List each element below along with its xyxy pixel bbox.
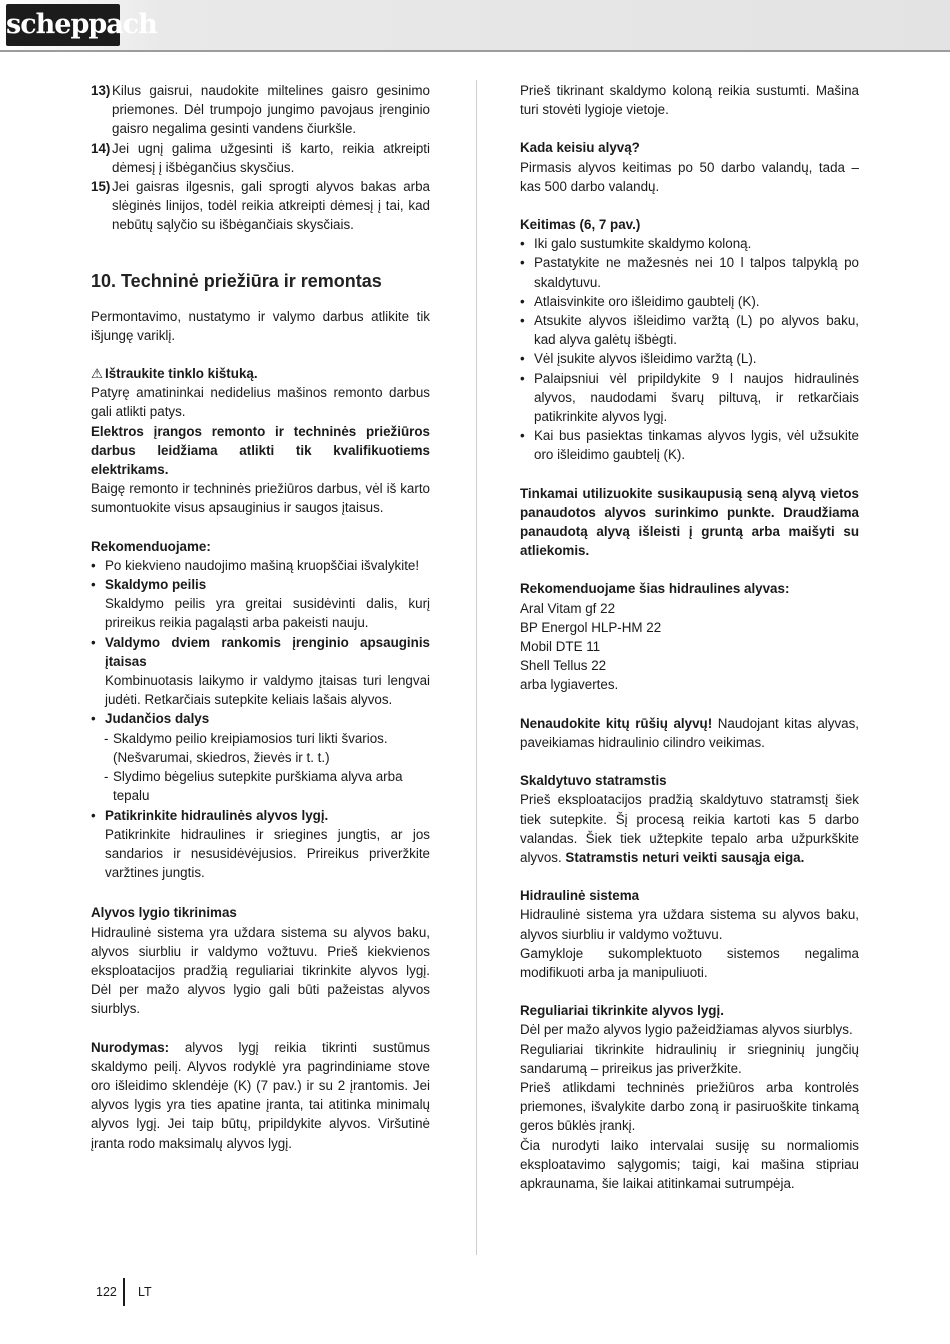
recommended-oils-title: Rekomenduojame šias hidraulines alyvas:	[520, 581, 790, 597]
oil-item: Aral Vitam gf 22	[520, 600, 616, 616]
warning-icon: ⚠	[91, 366, 104, 382]
list-item: • Kai bus pasiektas tinkamas alyvos lygis, vėl užsukite oro išleidimo gaubtelį (K).	[520, 428, 859, 463]
right-column	[520, 81, 859, 1193]
regular-check-text: Dėl per mažo alyvos lygio pažeidžiamas alyvos siurblys.	[520, 1022, 853, 1038]
unplug-warning-text: Patyrę amatininkai nedidelius mašinos remonto darbus gali atlikti patys.	[91, 385, 430, 420]
list-item: • Vėl įsukite alyvos išleidimo varžtą (L).	[520, 351, 757, 367]
item-number: 13)	[91, 83, 111, 98]
list-item-check-oil: • Patikrinkite hidraulinės alyvos lygį. Patikrinkite hidraulines ir sriegines jungtis, ar jos sandarios ir nesusidėvėjusios. Prireikus priveržkite varžtines jungtis.	[91, 807, 430, 881]
list-item-two-hand: • Valdymo dviem rankomis įrenginio apsauginis įtaisas Kombinuotasis laikymo ir valdymo įtaisas turi lengvai judėti. Retkarčiais sutepkite keliais lašais alyvos.	[91, 634, 430, 708]
dash-item: - Skaldymo peilio kreipiamosios turi likti švarios. (Nešvarumai, skiedros, žievės ir t. t.)	[104, 730, 388, 765]
list-item: • Iki galo sustumkite skaldymo koloną.	[520, 236, 752, 252]
list-item: • Atsukite alyvos išleidimo varžtą (L) po alyvos baku, kad alyva galėtų išbėgti.	[520, 313, 859, 348]
item-text: Jei gaisras ilgesnis, gali sprogti alyvos bakas arba slėginės linijos, todėl reikia atkreipti dėmesį į tai, kad nebūtų sąlyčio su išbėgančiais skysčiais.	[112, 179, 430, 233]
list-item: • Atlaisvinkite oro išleidimo gaubtelį (K).	[520, 293, 760, 309]
change-title: Keitimas (6, 7 pav.)	[520, 217, 641, 233]
after-repair-text: Baigę remonto ir techninės priežiūros darbus, vėl iš karto sumontuokite visus apsauginius ir saugos įtaisus.	[91, 481, 430, 516]
list-item: • Palaipsniui vėl pripildykite 9 l naujos hidraulinės alyvos, naudodami švarų piltuvą, ir retkarčiais patikrinkite alyvos lygį.	[520, 370, 859, 425]
when-change-title: Kada keisiu alyvą?	[520, 140, 640, 156]
regular-check-title: Reguliariai tikrinkite alyvos lygį.	[520, 1003, 724, 1019]
item-text: Kilus gaisrui, naudokite miltelines gaisro gesinimo priemones. Dėl trumpojo jungimo pavojaus įrenginio gaisro negalima gesinti vandens čiurkšle.	[112, 83, 430, 137]
oil-item: arba lygiavertes.	[520, 677, 619, 693]
hydraulic-system-title: Hidraulinė sistema	[520, 888, 640, 904]
maintenance-intro: Permontavimo, nustatymo ir valymo darbus atlikite tik išjungę variklį.	[91, 308, 430, 343]
hydraulic-system-text-2: Gamykloje sukomplektuoto sistemos negalima modifikuoti arba ja manipuliuoti.	[520, 945, 859, 980]
column-divider	[476, 80, 477, 1255]
footer-divider	[123, 1278, 125, 1306]
brand-logo: scheppach	[6, 4, 120, 46]
unplug-warning-title: ⚠ Ištraukite tinklo kištuką.	[91, 364, 430, 383]
oil-level-title: Alyvos lygio tikrinimas	[91, 905, 237, 921]
oil-item: BP Energol HLP-HM 22	[520, 619, 662, 635]
other-oils-warning: Nenaudokite kitų rūšių alyvų! Naudojant kitas alyvas, paveikiamas hidraulinio cilindro veikimas.	[520, 715, 860, 750]
note-paragraph: Nurodymas: alyvos lygį reikia tikrinti sustūmus skaldymo peilį. Alyvos rodyklė yra pagrindiniame stove oro išleidimo sklendėje (K) (7 pav.) ir su 2 įrantomis. Jei alyvos lygis yra ties apatine įranta, tai atitinka minimalų alyvos lygį. Jei taip būtų, pripildykite alyvos. Viršutinė įranta rodo maksimalų alyvos lygį.	[91, 1039, 430, 1151]
page-header	[0, 0, 950, 52]
disposal-notice: Tinkamai utilizuokite susikaupusią seną alyvą vietos panaudotos alyvos surinkimo punkte. Draudžiama panaudotą alyvą išleisti į gruntą arba maišyti su atliekomis.	[520, 485, 859, 559]
regular-check-text: Reguliariai tikrinkite hidraulinių ir sriegninių jungčių sandarumą – prireikus jas priveržkite.	[520, 1041, 859, 1076]
regular-check-text: Prieš atlikdami techninės priežiūros arba kontrolės priemones, išvalykite darbo zoną ir pasiruoškite tinkamą geros būklės įrankį.	[520, 1079, 859, 1134]
hydraulic-system-text: Hidraulinė sistema yra uždara sistema su alyvos baku, alyvos siurbliu ir valdymo vožtuvu.	[520, 907, 859, 942]
item-text: Jei ugnį galima užgesinti iš karto, reikia atkreipti dėmesį į išbėgančius skysčius.	[112, 140, 430, 175]
regular-check-text: Čia nurodyti laiko intervalai susiję su normaliomis eksploatavimo sąlygomis; taigi, kai mašina stipriau apkraunama, šie laikai atitinkamai sutrumpėja.	[520, 1137, 859, 1191]
list-item: • Po kiekvieno naudojimo mašiną kruopščiai išvalykite!	[91, 557, 420, 573]
electrician-notice: Elektros įrangos remonto ir techninės priežiūros darbus leidžiama atlikti tik kvalifikuotiems elektrikams.	[91, 423, 430, 478]
language-code: LT	[138, 1285, 152, 1299]
list-item: • Pastatykite ne mažesnės nei 10 l talpos talpyklą po skaldytuvu.	[520, 255, 859, 290]
list-item-blade: • Skaldymo peilis Skaldymo peilis yra greitai susidėvinti dalis, kurį prireikus reikia pagaląsti arba pakeisti nauju.	[91, 577, 430, 631]
item-number: 14)	[91, 140, 111, 156]
oil-item: Mobil DTE 11	[520, 639, 601, 655]
numbered-item-13	[91, 81, 430, 139]
section-title: 10. Techninė priežiūra ir remontas	[91, 270, 382, 291]
oil-item: Shell Tellus 22	[520, 658, 607, 674]
item-number: 15)	[91, 179, 111, 195]
splitter-post-title: Skaldytuvo statramstis	[520, 773, 667, 789]
dash-item: - Slydimo bėgelius sutepkite purškiama alyva arba tepalu	[104, 769, 403, 804]
oil-level-text: Hidraulinė sistema yra uždara sistema su alyvos baku, alyvos siurbliu ir valdymo vožtuvu. Prieš kiekvienos eksploatacijos pradžią reguliariai tikrinkite alyvos lygį. Dėl per mažo alyvos lygio gali būti pažeistas alyvos siurblys.	[91, 924, 430, 1017]
splitter-post-text: Prieš eksploatacijos pradžią skaldytuvo statramstį šiek tiek sutepkite. Šį procesą reikia kartoti kas 5 darbo valandas. Šiek tiek užtepkite tepalo arba užpurkškite alyvos. Statramstis neturi veikti sausąja eiga.	[520, 792, 859, 865]
numbered-item-15	[91, 177, 430, 235]
numbered-item-14	[91, 139, 430, 177]
recommend-title: Rekomenduojame:	[91, 538, 211, 554]
check-intro: Prieš tikrinant skaldymo koloną reikia sustumti. Mašina turi stovėti lygioje vietoje.	[520, 83, 859, 118]
list-item-moving-parts: • Judančios dalys	[91, 711, 210, 727]
left-column	[91, 81, 430, 1153]
when-change-text: Pirmasis alyvos keitimas po 50 darbo valandų, tada – kas 500 darbo valandų.	[520, 159, 859, 194]
page-number: 122	[96, 1285, 117, 1299]
